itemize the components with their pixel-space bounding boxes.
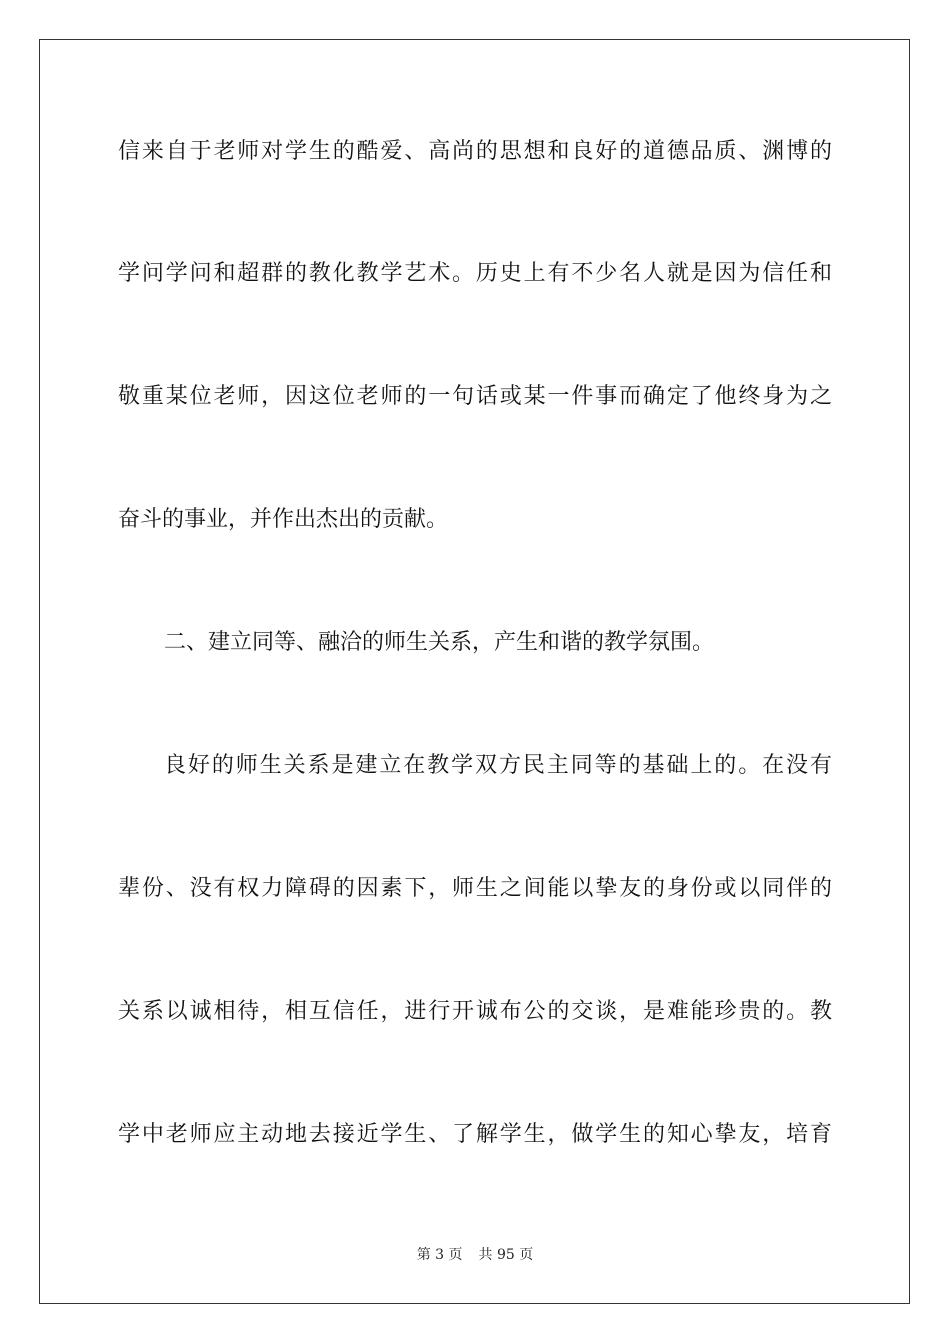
text-line-3: 敬重某位老师，因这位老师的一句话或某一件事而确定了他终身为之 <box>118 384 832 409</box>
total-pages: 共 95 页 <box>478 1247 534 1263</box>
text-line-8: 关系以诚相待，相互信任，进行开诚布公的交谈，是难能珍贵的。教 <box>118 999 832 1024</box>
text-line-1: 信来自于老师对学生的酷爱、高尚的思想和良好的道德品质、渊博的 <box>118 139 832 164</box>
text-line-7: 辈份、没有权力障碍的因素下，师生之间能以挚友的身份或以同伴的 <box>118 876 832 901</box>
text-line-2: 学问学问和超群的教化教学艺术。历史上有不少名人就是因为信任和 <box>118 261 832 286</box>
page-number: 第 3 页 <box>416 1247 463 1263</box>
text-line-4: 奋斗的事业，并作出杰出的贡献。 <box>118 507 449 532</box>
text-line-9: 学中老师应主动地去接近学生、了解学生，做学生的知心挚友，培育 <box>118 1122 832 1147</box>
page-frame <box>39 39 910 1304</box>
page-footer <box>0 1246 950 1264</box>
text-line-6: 良好的师生关系是建立在教学双方民主同等的基础上的。在没有 <box>164 753 832 778</box>
section-heading: 二、建立同等、融洽的师生关系，产生和谐的教学氛围。 <box>164 630 715 655</box>
